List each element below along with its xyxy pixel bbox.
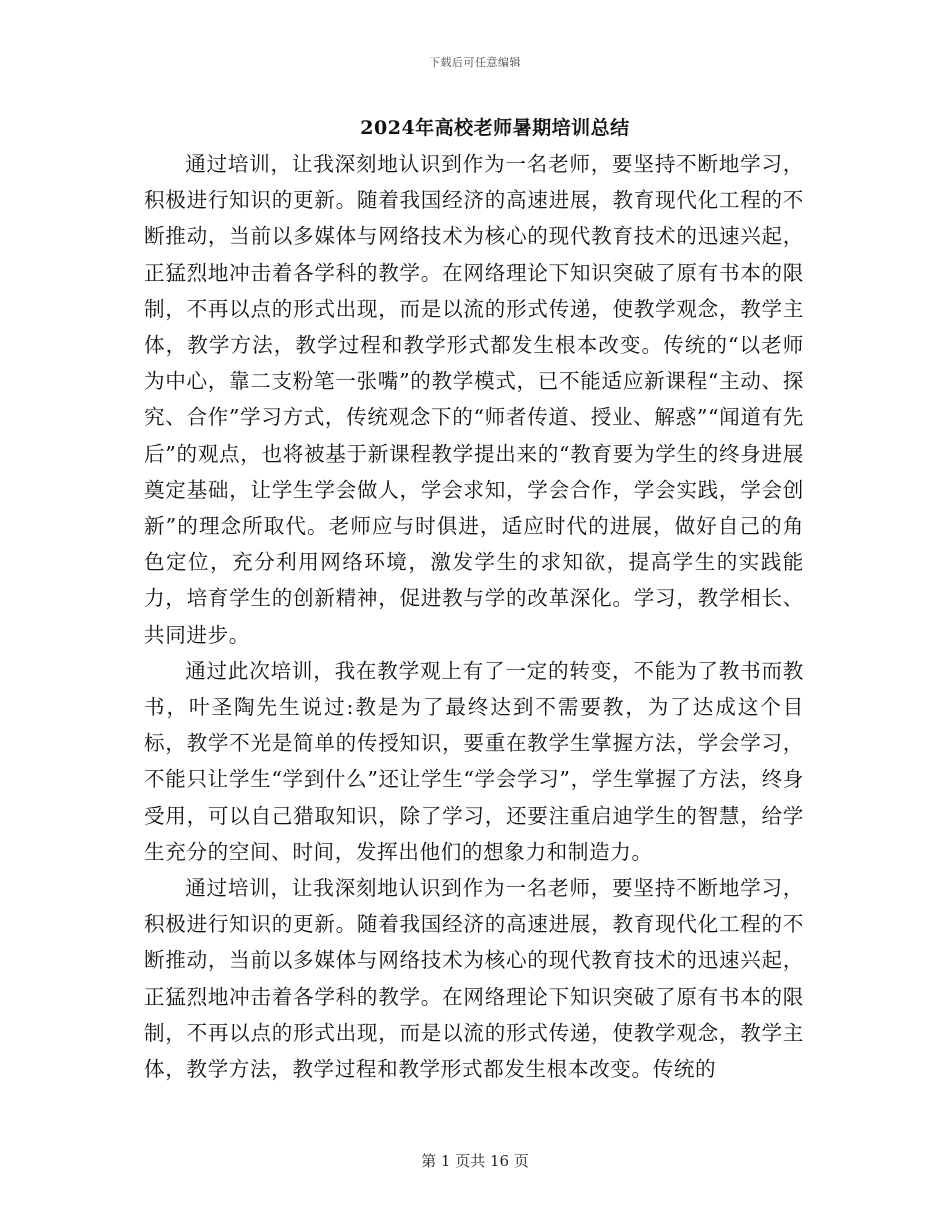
header-note: 下载后可任意编辑 [429,56,521,69]
paragraph-1: 通过培训，让我深刻地认识到作为一名老师，要坚持不断地学习，积极进行知识的更新。随着我国经济的高速进展，教育现代化工程的不断推动，当前以多媒体与网络技术为核心的现代教育技术的迅速兴起，正猛烈地冲击着各学科的教学。在网络理论下知识突破了原有书本的限制，不再以点的形式出现，而是以流的形式传递，使教学观念，教学主体，教学方法，教学过程和教学形式都发生根本改变。传统的“以老师为中心，靠二支粉笔一张嘴”的教学模式，已不能适应新课程“主动、探究、合作”学习方式，传统观念下的“师者传道、授业、解惑”“闻道有先后”的观点，也将被基于新课程教学提出来的“教育要为学生的终身进展奠定基础，让学生学会做人，学会求知，学会合作，学会实践，学会创新”的理念所取代。老师应与时俱进，适应时代的进展，做好自己的角色定位，充分利用网络环境，激发学生的求知欲，提高学生的实践能力，培育学生的创新精神，促进教与学的改革深化。学习，教学相长、共同进步。 [144,152,804,647]
document-title: 2024年高校老师暑期培训总结 [360,117,630,139]
paragraph-3: 通过培训，让我深刻地认识到作为一名老师，要坚持不断地学习，积极进行知识的更新。随着我国经济的高速进展，教育现代化工程的不断推动，当前以多媒体与网络技术为核心的现代教育技术的迅速兴起，正猛烈地冲击着各学科的教学。在网络理论下知识突破了原有书本的限制，不再以点的形式出现，而是以流的形式传递，使教学观念，教学主体，教学方法，教学过程和教学形式都发生根本改变。传统的 [144,876,804,1082]
document-body [144,146,804,1087]
paragraph-2: 通过此次培训，我在教学观上有了一定的转变，不能为了教书而教书，叶圣陶先生说过:教是为了最终达到不需要教，为了达成这个目标，教学不光是简单的传授知识，要重在教学生掌握方法，学会学习，不能只让学生“学到什么”还让学生“学会学习”，学生掌握了方法，终身受用，可以自己猎取知识，除了学习，还要注重启迪学生的智慧，给学生充分的空间、时间，发挥出他们的想象力和制造力。 [144,658,804,864]
page-indicator: 第 1 页共 16 页 [421,1152,529,1170]
